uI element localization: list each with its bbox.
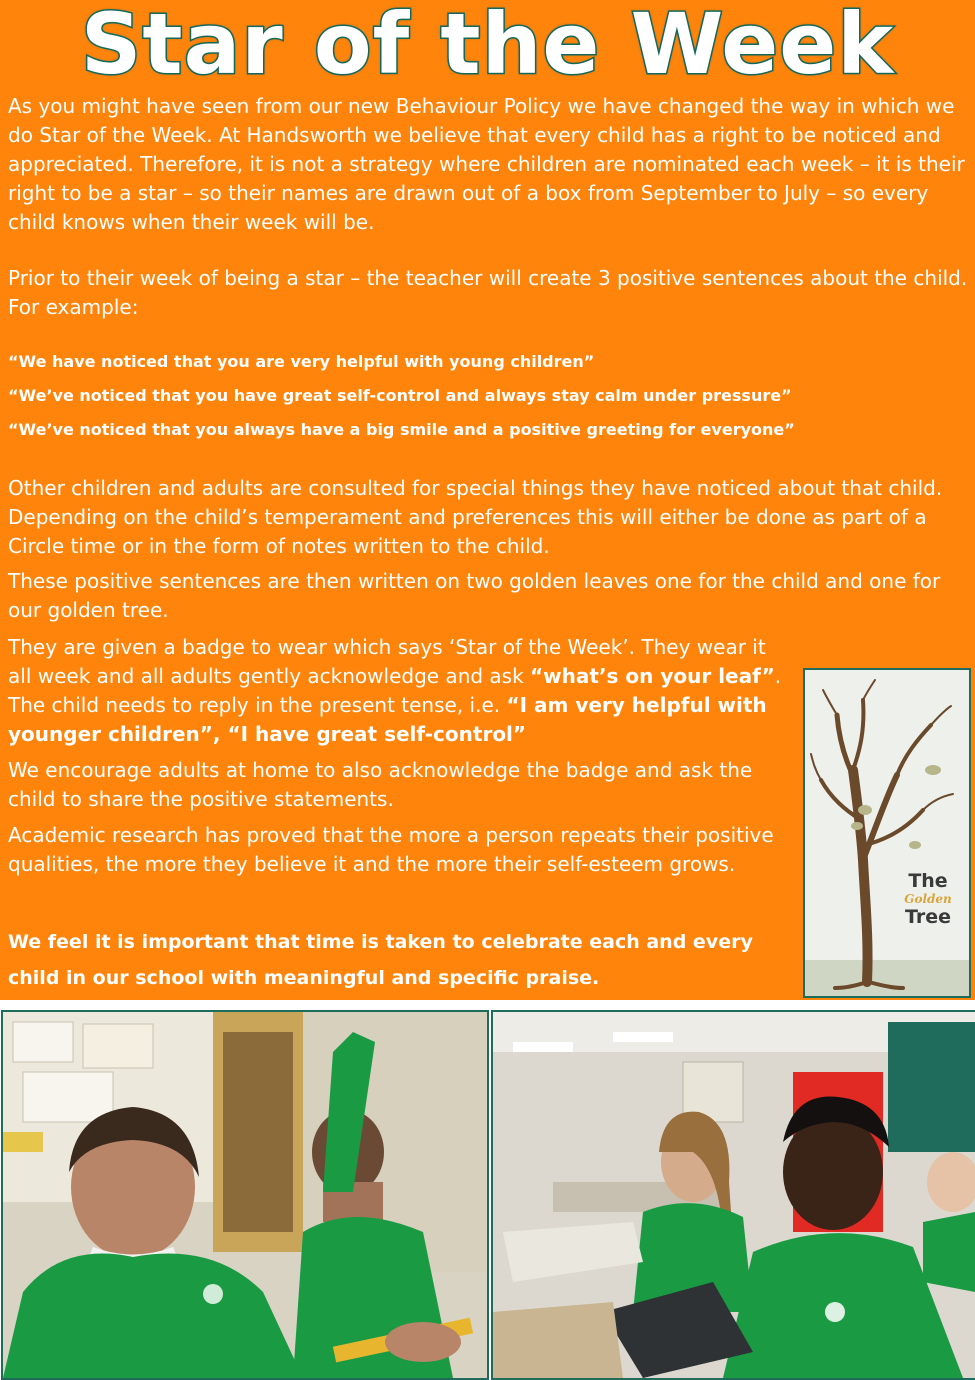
tree-caption-tree: Tree: [904, 906, 951, 928]
badge-reply-1: “I am very helpful with younger children”: [8, 693, 767, 746]
closing-paragraph: We feel it is important that time is taken to celebrate each and every child in our school with meaningful and specific praise.: [8, 931, 753, 989]
tree-caption-golden: Golden: [904, 892, 952, 906]
tree-caption: [898, 870, 958, 928]
badge-text-1: They are given a badge to wear which says ‘Star of the Week’. They wear it all week and all adults gently acknowledge and ask: [8, 635, 766, 688]
classroom-photo-right: [491, 1010, 975, 1380]
badge-sep: ,: [212, 722, 228, 746]
quote-1: “We have noticed that you are very helpful with young children”: [8, 352, 595, 371]
photo-left-illustration: [3, 1012, 487, 1378]
golden-tree-image: [803, 668, 971, 998]
quote-3: “We’ve noticed that you always have a big smile and a positive greeting for everyone”: [8, 420, 795, 439]
intro-paragraph: As you might have seen from our new Behaviour Policy we have changed the way in which we do Star of the Week. At Handsworth we believe that every child has a right to be noticed and appreciated. Therefore, it is not a strategy where children are nominated each week – it is their right to be a star – so their names are drawn out of a box from September to July – so every child knows when their week will be.: [8, 94, 965, 234]
badge-reply-2: “I have great self-control”: [227, 722, 527, 746]
leaves-paragraph: These positive sentences are then written on two golden leaves one for the child and one for our golden tree.: [8, 569, 941, 622]
research-paragraph: Academic research has proved that the more a person repeats their positive qualities, the more they believe it and the more their self-esteem grows.: [8, 823, 774, 876]
badge-ask: “what’s on your leaf”: [530, 664, 775, 688]
tree-caption-the: The: [908, 870, 948, 892]
badge-paragraph: [8, 633, 788, 749]
home-paragraph: We encourage adults at home to also acknowledge the badge and ask the child to share the positive statements.: [8, 758, 753, 811]
classroom-photo-left: [1, 1010, 489, 1380]
page-title: Star of the Week: [80, 0, 895, 93]
prior-paragraph: Prior to their week of being a star – the teacher will create 3 positive sentences about the child. For example:: [8, 266, 968, 319]
photo-right-illustration: [493, 1012, 975, 1378]
consulted-paragraph: Other children and adults are consulted for special things they have noticed about that child. Depending on the child’s temperament and preferences this will either be done as part of a Circle time or in the form of notes written to the child.: [8, 476, 943, 558]
quote-2: “We’ve noticed that you have great self-control and always stay calm under pressure”: [8, 386, 792, 405]
badge-text-2: . The child needs to reply in the present tense, i.e.: [8, 664, 782, 717]
tree-illustration: [805, 670, 969, 996]
